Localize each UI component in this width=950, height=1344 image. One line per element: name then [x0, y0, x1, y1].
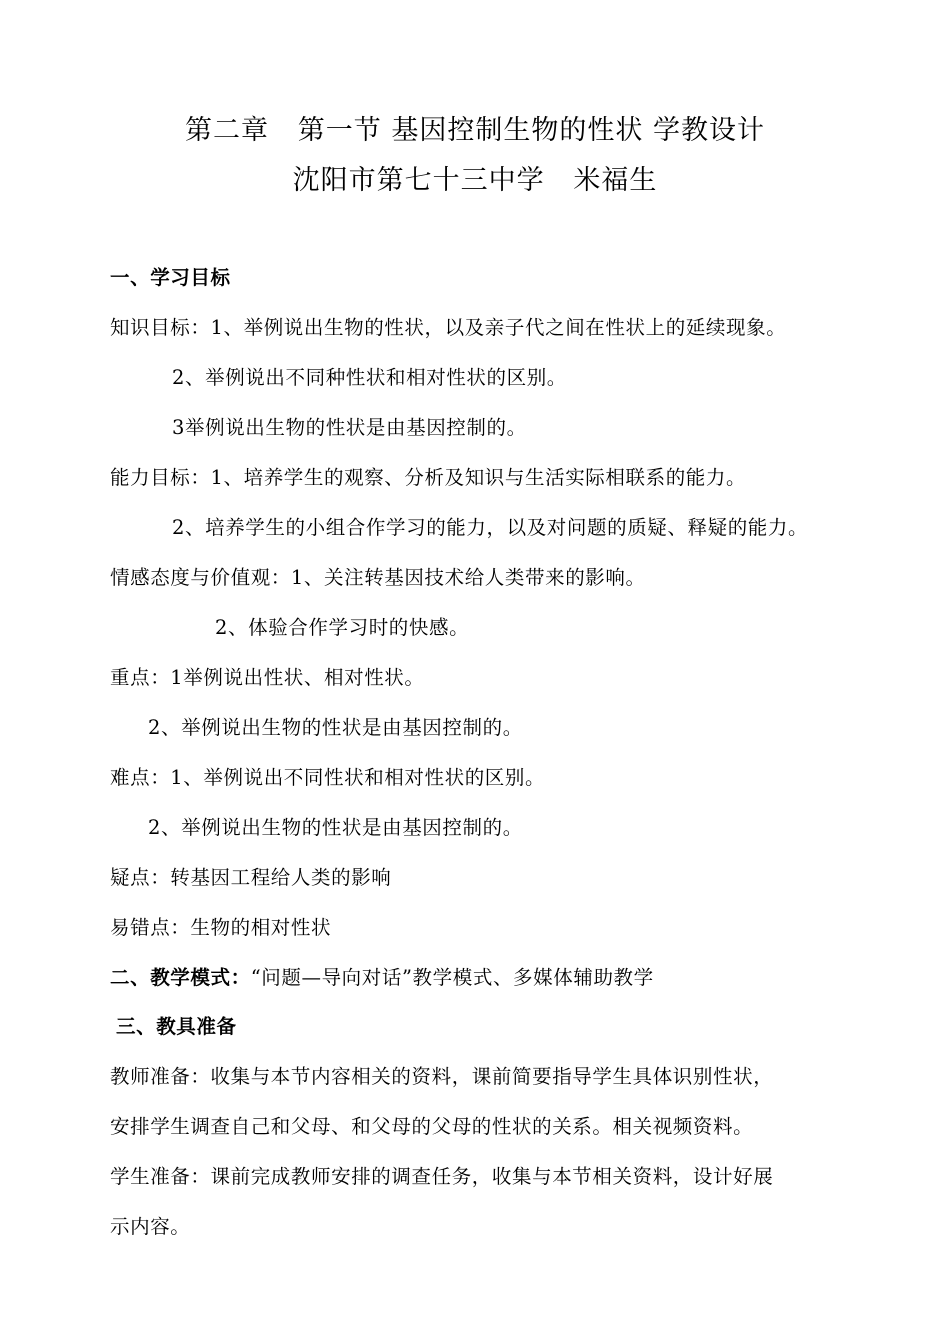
- doubt-point: 疑点：转基因工程给人类的影响: [110, 866, 392, 889]
- emotion-objective-2: 2、体验合作学习时的快感。: [215, 616, 470, 639]
- teaching-mode-content: “问题—导向对话”教学模式、多媒体辅助教学: [250, 966, 654, 989]
- student-prep-line-1: 学生准备：课前完成教师安排的调查任务，收集与本节相关资料，设计好展: [110, 1165, 774, 1188]
- knowledge-objective-3: 3举例说出生物的性状是由基因控制的。: [172, 416, 527, 439]
- ability-objective-1: 能力目标：1、培养学生的观察、分析及知识与生活实际相联系的能力。: [110, 466, 747, 489]
- key-point-2: 2、举例说出生物的性状是由基因控制的。: [148, 716, 523, 739]
- teaching-mode-row: [110, 962, 654, 990]
- section-heading-teaching-mode: 二、教学模式：: [110, 966, 251, 989]
- error-prone-point: 易错点：生物的相对性状: [110, 916, 332, 939]
- document-author: 沈阳市第七十三中学 米福生: [292, 165, 658, 196]
- teacher-prep-line-1: 教师准备：收集与本节内容相关的资料，课前简要指导学生具体识别性状，: [110, 1065, 774, 1088]
- ability-objective-2: 2、培养学生的小组合作学习的能力，以及对问题的质疑、释疑的能力。: [172, 516, 809, 539]
- document-title: 第二章 第一节 基因控制生物的性状 学教设计: [185, 115, 765, 146]
- key-point-1: 重点：1举例说出性状、相对性状。: [110, 666, 425, 689]
- emotion-objective-1: 情感态度与价值观：1、关注转基因技术给人类带来的影响。: [110, 566, 646, 589]
- difficult-point-2: 2、举例说出生物的性状是由基因控制的。: [148, 816, 523, 839]
- section-heading-materials: 三、教具准备: [116, 1015, 237, 1038]
- knowledge-objective-2: 2、举例说出不同种性状和相对性状的区别。: [172, 366, 567, 389]
- difficult-point-1: 难点：1、举例说出不同性状和相对性状的区别。: [110, 766, 546, 789]
- teacher-prep-line-2: 安排学生调查自己和父母、和父母的父母的性状的关系。相关视频资料。: [110, 1115, 754, 1138]
- section-heading-objectives: 一、学习目标: [110, 266, 231, 289]
- knowledge-objective-1: 知识目标：1、举例说出生物的性状，以及亲子代之间在性状上的延续现象。: [110, 316, 787, 339]
- student-prep-line-2: 示内容。: [110, 1215, 191, 1238]
